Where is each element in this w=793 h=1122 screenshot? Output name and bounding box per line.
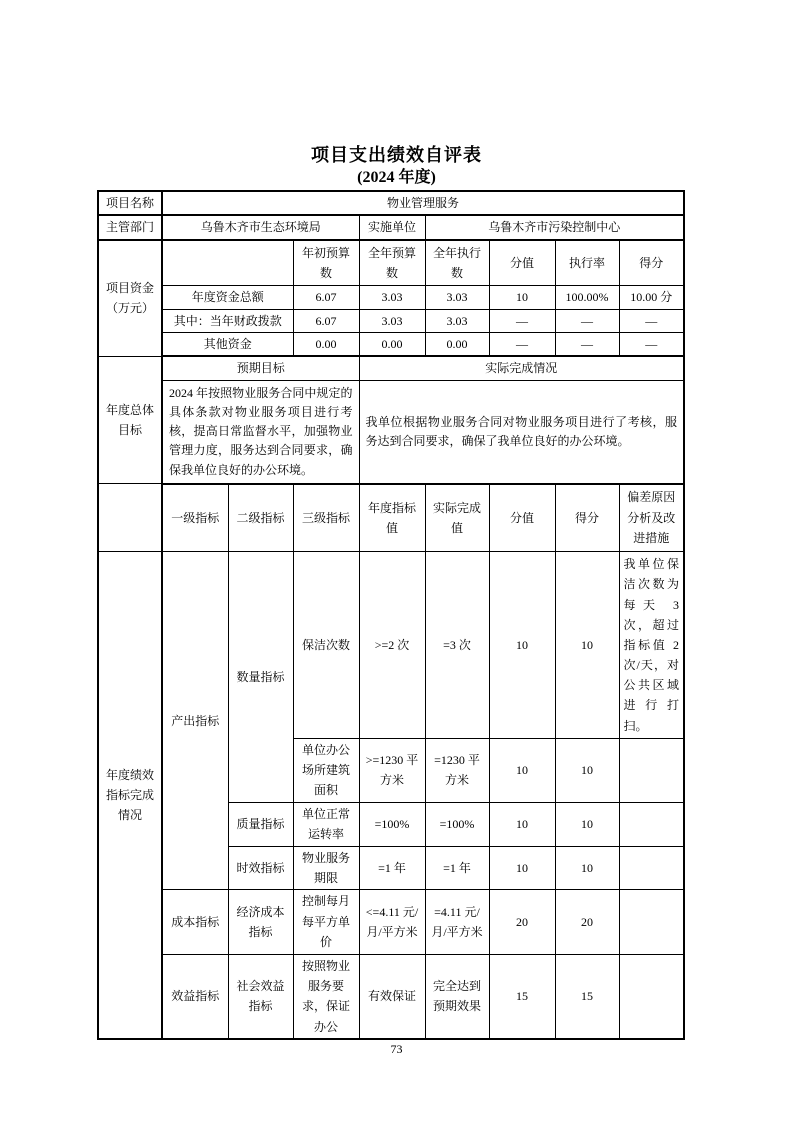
document-title: 项目支出绩效自评表: [311, 145, 482, 165]
indicator-col-score-value: 分值: [489, 484, 555, 552]
funds-row-total: [98, 286, 684, 309]
indicator-target: =1 年: [359, 846, 425, 890]
funds-col-initial-budget: 年初预算数: [293, 240, 359, 286]
indicator-target: >=2 次: [359, 552, 425, 738]
indicator-score-value: 10: [489, 552, 555, 738]
indicator-score-value: 10: [489, 846, 555, 890]
indicator-col-target: 年度指标值: [359, 484, 425, 552]
indicator-header-row: [98, 484, 684, 552]
indicator-col-score: 得分: [555, 484, 619, 552]
indicator-col-actual: 实际完成值: [425, 484, 489, 552]
indicator-col-level2: 二级指标: [228, 484, 293, 552]
indicator-level1: 效益指标: [162, 954, 228, 1039]
indicator-target: <=4.11 元/月/平方米: [359, 890, 425, 954]
funds-blank-cell: [162, 240, 293, 286]
funds-row-label: 其他资金: [162, 333, 293, 357]
indicator-level1: 成本指标: [162, 890, 228, 954]
funds-col-score: 得分: [619, 240, 684, 286]
goal-actual-text: 我单位根据物业服务合同对物业服务项目进行了考核，服务达到合同要求，确保了我单位良好的办公环境。: [359, 380, 684, 483]
document-subtitle: (2024 年度): [357, 169, 436, 186]
indicator-section-label: 年度绩效指标完成情况: [98, 552, 162, 1039]
funds-row-fiscal: [98, 309, 684, 332]
indicator-row-cleaning: [98, 552, 684, 738]
funds-executed: 0.00: [425, 333, 489, 357]
funds-initial-budget: 6.07: [293, 309, 359, 332]
indicator-row-benefit: [98, 954, 684, 1039]
page-number: 73: [390, 1042, 403, 1056]
indicator-level3: 按照物业服务要求，保证办公: [293, 954, 359, 1039]
goal-actual-label: 实际完成情况: [359, 356, 684, 380]
indicator-level2: 时效指标: [228, 846, 293, 890]
funds-section-label: 项目资金（万元）: [98, 240, 162, 357]
funds-row-label: 年度资金总额: [162, 286, 293, 309]
funds-initial-budget: 6.07: [293, 286, 359, 309]
funds-header-row: [98, 240, 684, 286]
indicator-actual: =3 次: [425, 552, 489, 738]
indicator-blank-cell: [98, 484, 162, 552]
indicator-deviation: [619, 890, 684, 954]
funds-initial-budget: 0.00: [293, 333, 359, 357]
department-label: 主管部门: [98, 215, 162, 239]
funds-row-other: [98, 333, 684, 357]
indicator-actual: 完全达到预期效果: [425, 954, 489, 1039]
indicator-score: 15: [555, 954, 619, 1039]
indicator-row-cost: [98, 890, 684, 954]
indicator-score-value: 15: [489, 954, 555, 1039]
funds-annual-budget: 3.03: [359, 309, 425, 332]
indicator-target: =100%: [359, 802, 425, 846]
indicator-level3: 单位办公场所建筑面积: [293, 738, 359, 802]
funds-annual-budget: 3.03: [359, 286, 425, 309]
funds-score-value: —: [489, 309, 555, 332]
project-name-label: 项目名称: [98, 191, 162, 215]
indicator-col-deviation: 偏差原因分析及改进措施: [619, 484, 684, 552]
goal-expected-label: 预期目标: [162, 356, 359, 380]
funds-score-value: —: [489, 333, 555, 357]
indicator-target: >=1230 平方米: [359, 738, 425, 802]
goal-expected-text: 2024 年按照物业服务合同中规定的具体条款对物业服务项目进行考核，提高日常监督水平，加强物业管理力度，服务达到合同要求，确保我单位良好的办公环境。: [162, 380, 359, 483]
funds-col-annual-budget: 全年预算数: [359, 240, 425, 286]
funds-execution-rate: —: [555, 333, 619, 357]
indicator-col-level1: 一级指标: [162, 484, 228, 552]
funds-row-label: 其中：当年财政拨款: [162, 309, 293, 332]
project-name-value: 物业管理服务: [162, 191, 684, 215]
funds-score: —: [619, 333, 684, 357]
indicator-level2: 数量指标: [228, 552, 293, 803]
funds-execution-rate: 100.00%: [555, 286, 619, 309]
implementing-unit-label: 实施单位: [359, 215, 425, 239]
department-row: [98, 215, 684, 239]
funds-col-executed: 全年执行数: [425, 240, 489, 286]
indicator-level3: 物业服务期限: [293, 846, 359, 890]
funds-score: —: [619, 309, 684, 332]
indicator-score: 10: [555, 738, 619, 802]
indicator-actual: =100%: [425, 802, 489, 846]
indicator-deviation: [619, 954, 684, 1039]
implementing-unit-value: 乌鲁木齐市污染控制中心: [425, 215, 684, 239]
indicator-score: 10: [555, 552, 619, 738]
funds-execution-rate: —: [555, 309, 619, 332]
goal-header-row: [98, 356, 684, 380]
indicator-deviation: [619, 846, 684, 890]
indicator-col-level3: 三级指标: [293, 484, 359, 552]
indicator-level2: 质量指标: [228, 802, 293, 846]
funds-executed: 3.03: [425, 309, 489, 332]
indicator-score-value: 20: [489, 890, 555, 954]
indicator-level2: 经济成本指标: [228, 890, 293, 954]
indicator-level1: 产出指标: [162, 552, 228, 890]
indicator-actual: =1 年: [425, 846, 489, 890]
self-evaluation-table: [97, 190, 685, 1040]
funds-executed: 3.03: [425, 286, 489, 309]
indicator-score-value: 10: [489, 738, 555, 802]
goal-content-row: [98, 380, 684, 483]
indicator-score: 20: [555, 890, 619, 954]
indicator-level3: 单位正常运转率: [293, 802, 359, 846]
funds-score-value: 10: [489, 286, 555, 309]
project-name-row: [98, 191, 684, 215]
department-value: 乌鲁木齐市生态环境局: [162, 215, 359, 239]
indicator-score: 10: [555, 846, 619, 890]
indicator-deviation: 我单位保洁次数为每天 3 次，超过指标值 2 次/天，对公共区域进行打扫。: [619, 552, 684, 738]
indicator-deviation: [619, 802, 684, 846]
indicator-target: 有效保证: [359, 954, 425, 1039]
funds-annual-budget: 0.00: [359, 333, 425, 357]
funds-col-execution-rate: 执行率: [555, 240, 619, 286]
indicator-actual: =1230 平方米: [425, 738, 489, 802]
goal-section-label: 年度总体目标: [98, 356, 162, 483]
indicator-score: 10: [555, 802, 619, 846]
indicator-deviation: [619, 738, 684, 802]
indicator-actual: =4.11 元/月/平方米: [425, 890, 489, 954]
funds-col-score-value: 分值: [489, 240, 555, 286]
indicator-score-value: 10: [489, 802, 555, 846]
funds-score: 10.00 分: [619, 286, 684, 309]
indicator-level2: 社会效益指标: [228, 954, 293, 1039]
indicator-level3: 控制每月每平方单价: [293, 890, 359, 954]
indicator-level3: 保洁次数: [293, 552, 359, 738]
